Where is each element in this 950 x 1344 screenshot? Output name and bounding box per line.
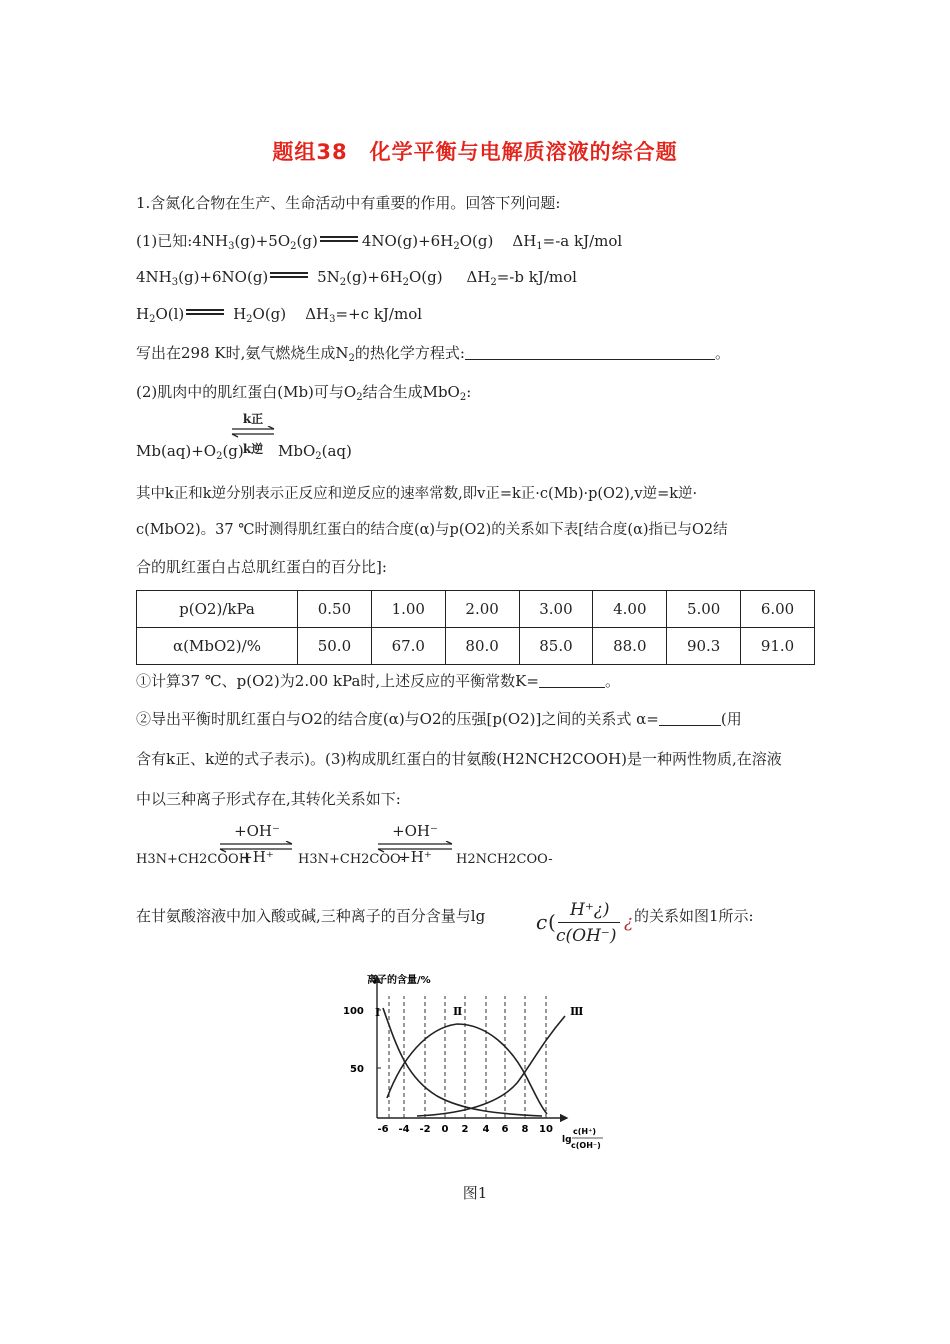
y-tick-50: 50 <box>350 1064 364 1075</box>
lg-c: c <box>536 910 548 934</box>
fraction-bar <box>558 922 620 923</box>
ask-1: 写出在298 K时,氨气燃烧生成$N_2$的热化学方程式: 。 <box>136 344 730 364</box>
reversible-arrow-icon <box>230 426 276 438</box>
ion-content-chart <box>337 968 627 1158</box>
x-tick: 8 <box>521 1124 529 1135</box>
x-tick: 4 <box>482 1124 490 1135</box>
table-cell: 50.0 <box>298 628 372 665</box>
table-row <box>137 591 815 628</box>
add-oh-label-2: +OH⁻ <box>392 822 438 840</box>
page-title: 题组38 化学平衡与电解质溶液的综合题 <box>272 140 678 164</box>
answer-blank-alpha[interactable] <box>659 725 721 726</box>
table-cell: 0.50 <box>298 591 372 628</box>
calc-3: 含有k正、k逆的式子表示)。(3)构成肌红蛋白的甘氨酸(H2NCH2COOH)是一种两性物质,在溶液 <box>136 750 782 768</box>
rate-text-2: c(MbO2)。37 ℃时测得肌红蛋白的结合度(α)与p(O2)的关系如下表[结合度(α)指已与O2结 <box>136 522 728 538</box>
x-tick: 6 <box>501 1124 509 1135</box>
ion-1: H3N+CH2COOH <box>136 852 251 867</box>
k-forward-label: k正 <box>242 412 264 426</box>
x-tick: 0 <box>441 1124 449 1135</box>
curve-III <box>417 1016 565 1116</box>
rate-text-3: 合的肌红蛋白占总肌红蛋白的百分比]: <box>136 558 387 576</box>
x-tick: -4 <box>398 1124 410 1135</box>
table-cell: 3.00 <box>519 591 593 628</box>
lg-question: ¿ <box>624 912 634 932</box>
ion-2: H3N+CH2COO- <box>298 852 406 867</box>
lg-text: 在甘氨酸溶液中加入酸或碱,三种离子的百分含量与lg <box>136 907 486 925</box>
curve-II <box>387 1024 547 1114</box>
x-tick: 10 <box>539 1124 553 1135</box>
reaction-2: $4NH_3(g)+6NO(g)$ $5N_2(g)+6H_2O(g)$ $\Delta H_2=-b$ kJ/mol <box>136 268 577 288</box>
table-cell: 6.00 <box>741 591 815 628</box>
k-reverse-label: k逆 <box>242 442 264 456</box>
mb-equation: $Mb(aq)+O_2(g)$ <box>136 442 244 462</box>
table-head-cell: p(O2)/kPa <box>137 591 298 628</box>
x-tick: -2 <box>419 1124 431 1135</box>
reaction-1: (1)已知$:4NH_3(g)+5O_2(g)$ $4NO(g)+6H_2O(g)$ $\Delta H_1=-a$ kJ/mol <box>136 232 623 252</box>
lg-numerator: H⁺¿) <box>570 900 610 920</box>
table-cell: 91.0 <box>741 628 815 665</box>
table-cell: 80.0 <box>445 628 519 665</box>
table-row <box>137 628 815 665</box>
answer-blank-1[interactable] <box>465 359 715 360</box>
question-intro: 1.含氮化合物在生产、生命活动中有重要的作用。回答下列问题: <box>136 194 561 212</box>
gridlines <box>389 996 546 1118</box>
x-tick: -6 <box>377 1124 389 1135</box>
table-cell: 1.00 <box>371 591 445 628</box>
x-label-lg: lg <box>562 1135 572 1145</box>
calc-4: 中以三种离子形式存在,其转化关系如下: <box>136 790 401 808</box>
label-III: Ⅲ <box>570 1005 584 1018</box>
answer-blank-k[interactable] <box>539 687 605 688</box>
calc-1: ①计算37 ℃、p(O2)为2.00 kPa时,上述反应的平衡常数K= 。 <box>136 672 620 690</box>
reaction-3: $H_2O(l)$ $H_2O(g)$ $\Delta H_3=+c$ kJ/mol <box>136 305 423 325</box>
rate-text-1: 其中k正和k逆分别表示正反应和逆反应的速率常数,即v正=k正·c(Mb)·p(O2),v逆=k逆· <box>136 486 698 502</box>
label-I: Ⅰ <box>375 1006 381 1019</box>
table-cell: 90.3 <box>667 628 741 665</box>
table-cell: 88.0 <box>593 628 667 665</box>
add-h-label-2: +H⁺ <box>398 848 432 866</box>
ion-3: H2NCH2COO- <box>456 852 553 867</box>
y-tick-100: 100 <box>343 1006 364 1017</box>
x-label-num: c(H⁺) <box>573 1127 596 1136</box>
table-cell: 4.00 <box>593 591 667 628</box>
table-cell: 2.00 <box>445 591 519 628</box>
binding-table <box>136 590 815 665</box>
lg-text-end: 的关系如图1所示: <box>634 907 754 925</box>
table-head-cell: α(MbO2)/% <box>137 628 298 665</box>
label-II: Ⅱ <box>453 1005 463 1018</box>
figure-caption: 图1 <box>462 1184 488 1202</box>
x-tick: 2 <box>461 1124 469 1135</box>
table-cell: 67.0 <box>371 628 445 665</box>
table-cell: 5.00 <box>667 591 741 628</box>
calc-2: ②导出平衡时肌红蛋白与O2的结合度(α)与O2的压强[p(O2)]之间的关系式 α= (用 <box>136 710 742 728</box>
mb-product: MbO$_2$(aq) <box>278 442 352 462</box>
table-cell: 85.0 <box>519 628 593 665</box>
part-2-intro: (2)肌肉中的肌红蛋白(Mb)可与$O_2$结合生成MbO$_2$: <box>136 383 472 403</box>
add-oh-label-1: +OH⁻ <box>234 822 280 840</box>
x-label-den: c(OH⁻) <box>571 1141 601 1150</box>
add-h-label-1: +H⁺ <box>240 848 274 866</box>
lg-paren: ( <box>548 910 556 934</box>
y-axis-label: 离子的含量/% <box>367 975 431 986</box>
lg-denominator: c(OH⁻) <box>556 926 617 946</box>
